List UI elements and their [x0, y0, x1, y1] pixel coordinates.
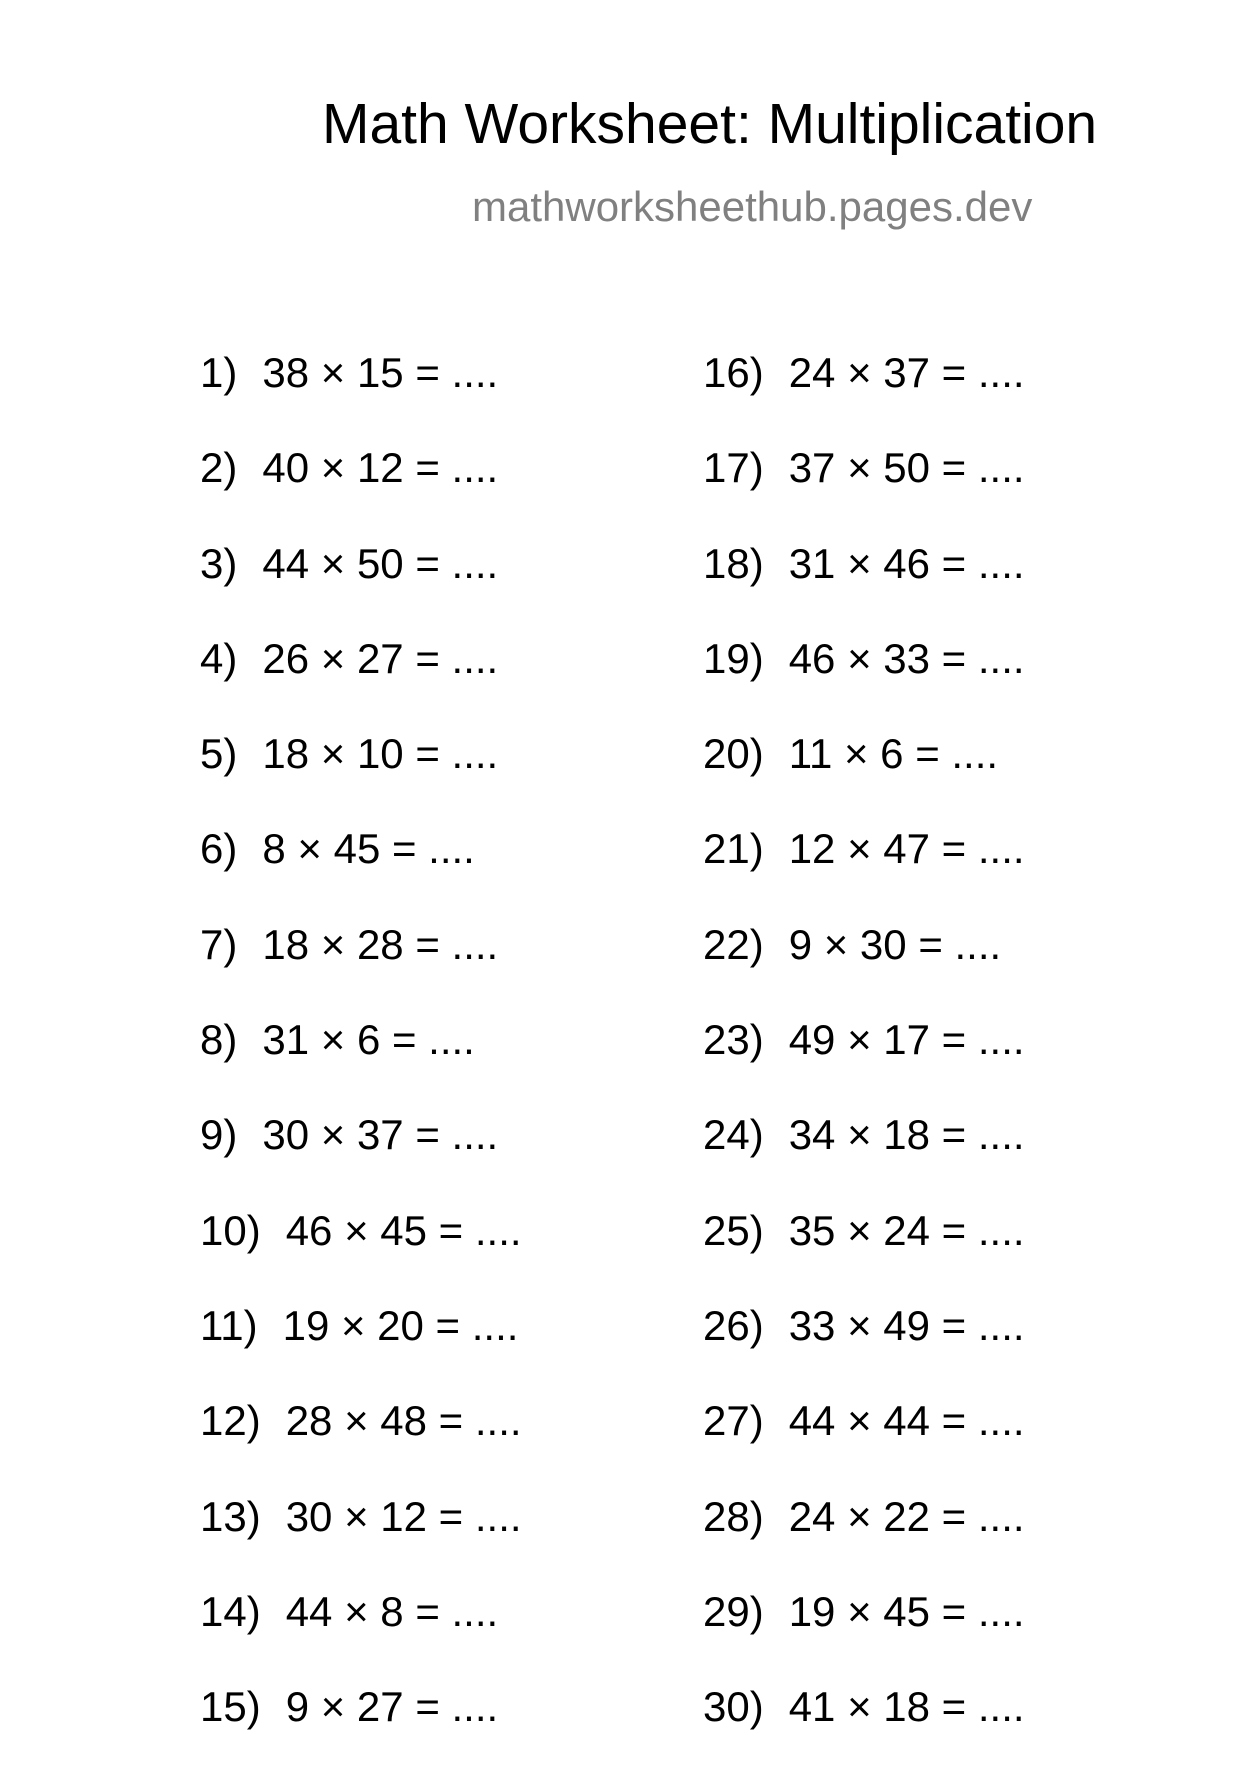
- problem-number: 5): [200, 730, 238, 778]
- problem-item: [200, 920, 522, 1019]
- problem-expression: 18 × 28 = ....: [262, 920, 499, 968]
- problem-number: 19): [703, 634, 764, 682]
- problem-expression: 37 × 50 = ....: [788, 444, 1025, 492]
- problem-item: [703, 539, 1025, 638]
- problem-number: 11): [200, 1301, 258, 1349]
- problem-item: [200, 730, 522, 828]
- problem-number: 20): [703, 730, 764, 778]
- problem-item: [703, 1206, 1025, 1305]
- problem-expression: 41 × 18 = ....: [788, 1683, 1025, 1731]
- problem-number: 25): [703, 1206, 764, 1254]
- problem-number: 17): [703, 444, 764, 492]
- problem-expression: 31 × 6 = ....: [262, 1016, 475, 1064]
- problem-expression: 34 × 18 = ....: [788, 1111, 1025, 1159]
- problems-column-left: [200, 349, 522, 1781]
- problem-item: [200, 349, 522, 447]
- problem-expression: 31 × 46 = ....: [788, 539, 1025, 587]
- problem-expression: 9 × 30 = ....: [788, 920, 1002, 968]
- problem-item: [703, 920, 1025, 1019]
- problem-expression: 26 × 27 = ....: [262, 634, 499, 682]
- problem-expression: 49 × 17 = ....: [788, 1016, 1025, 1064]
- problem-number: 1): [200, 349, 238, 396]
- problem-expression: 30 × 37 = ....: [262, 1111, 499, 1159]
- problem-number: 23): [703, 1016, 764, 1064]
- problem-number: 13): [200, 1492, 261, 1540]
- problem-expression: 18 × 10 = ....: [262, 730, 499, 778]
- problem-number: 30): [703, 1683, 764, 1731]
- problem-number: 27): [703, 1397, 764, 1445]
- problem-number: 14): [200, 1587, 261, 1635]
- problem-expression: 44 × 44 = ....: [788, 1397, 1025, 1445]
- problem-item: [703, 1492, 1025, 1591]
- problem-number: 29): [703, 1587, 764, 1635]
- problems-column-right: [703, 349, 1025, 1781]
- problem-item: [200, 1206, 522, 1305]
- problem-expression: 40 × 12 = ....: [262, 444, 499, 492]
- problem-expression: 19 × 20 = ....: [282, 1301, 519, 1349]
- problem-expression: 33 × 49 = ....: [788, 1301, 1025, 1349]
- problem-expression: 9 × 27 = ....: [285, 1683, 499, 1731]
- problem-item: [703, 349, 1025, 447]
- problem-number: 4): [200, 634, 238, 682]
- problem-item: [703, 1301, 1025, 1400]
- problem-item: [703, 1111, 1025, 1209]
- problem-item: [200, 444, 522, 542]
- problem-item: [703, 1397, 1025, 1495]
- problem-item: [200, 825, 522, 923]
- problem-item: [200, 1397, 522, 1495]
- problem-expression: 8 × 45 = ....: [262, 825, 475, 873]
- worksheet-title: Math Worksheet: Multiplication: [322, 92, 1098, 156]
- worksheet-subtitle: mathworksheethub.pages.dev: [472, 183, 1033, 230]
- problem-expression: 38 × 15 = ....: [262, 349, 499, 396]
- problem-expression: 11 × 6 = ....: [788, 730, 999, 778]
- problem-number: 7): [200, 920, 238, 968]
- problem-expression: 46 × 33 = ....: [788, 634, 1025, 682]
- problem-number: 9): [200, 1111, 238, 1159]
- problem-number: 16): [703, 349, 764, 396]
- problem-expression: 35 × 24 = ....: [788, 1206, 1025, 1254]
- problem-number: 18): [703, 539, 764, 587]
- problem-number: 12): [200, 1397, 261, 1445]
- problem-number: 10): [200, 1206, 261, 1254]
- problem-item: [703, 634, 1025, 733]
- problem-number: 22): [703, 920, 764, 968]
- problem-number: 21): [703, 825, 764, 873]
- problem-expression: 28 × 48 = ....: [285, 1397, 522, 1445]
- problem-number: 3): [200, 539, 238, 587]
- problem-number: 24): [703, 1111, 764, 1159]
- problem-item: [200, 1587, 522, 1686]
- problem-expression: 44 × 50 = ....: [262, 539, 499, 587]
- problem-expression: 12 × 47 = ....: [788, 825, 1025, 873]
- problem-number: 28): [703, 1492, 764, 1540]
- problem-number: 6): [200, 825, 238, 873]
- problem-expression: 19 × 45 = ....: [788, 1587, 1025, 1635]
- problem-item: [200, 1683, 522, 1781]
- problem-item: [703, 1587, 1025, 1686]
- problem-item: [200, 634, 522, 733]
- problem-item: [703, 444, 1025, 542]
- problem-item: [200, 1016, 522, 1114]
- problem-item: [200, 1111, 522, 1209]
- problem-item: [200, 1492, 522, 1591]
- problem-number: 2): [200, 444, 238, 492]
- problem-item: [200, 1301, 522, 1400]
- problem-expression: 46 × 45 = ....: [285, 1206, 522, 1254]
- problem-number: 15): [200, 1683, 261, 1731]
- problem-number: 8): [200, 1016, 238, 1064]
- problem-item: [703, 730, 1025, 828]
- problem-item: [703, 1016, 1025, 1114]
- problem-item: [200, 539, 522, 638]
- problem-expression: 24 × 22 = ....: [788, 1492, 1025, 1540]
- problem-expression: 44 × 8 = ....: [285, 1587, 499, 1635]
- problem-expression: 30 × 12 = ....: [285, 1492, 522, 1540]
- problem-item: [703, 1683, 1025, 1781]
- problem-expression: 24 × 37 = ....: [788, 349, 1025, 396]
- problem-number: 26): [703, 1301, 764, 1349]
- problem-item: [703, 825, 1025, 923]
